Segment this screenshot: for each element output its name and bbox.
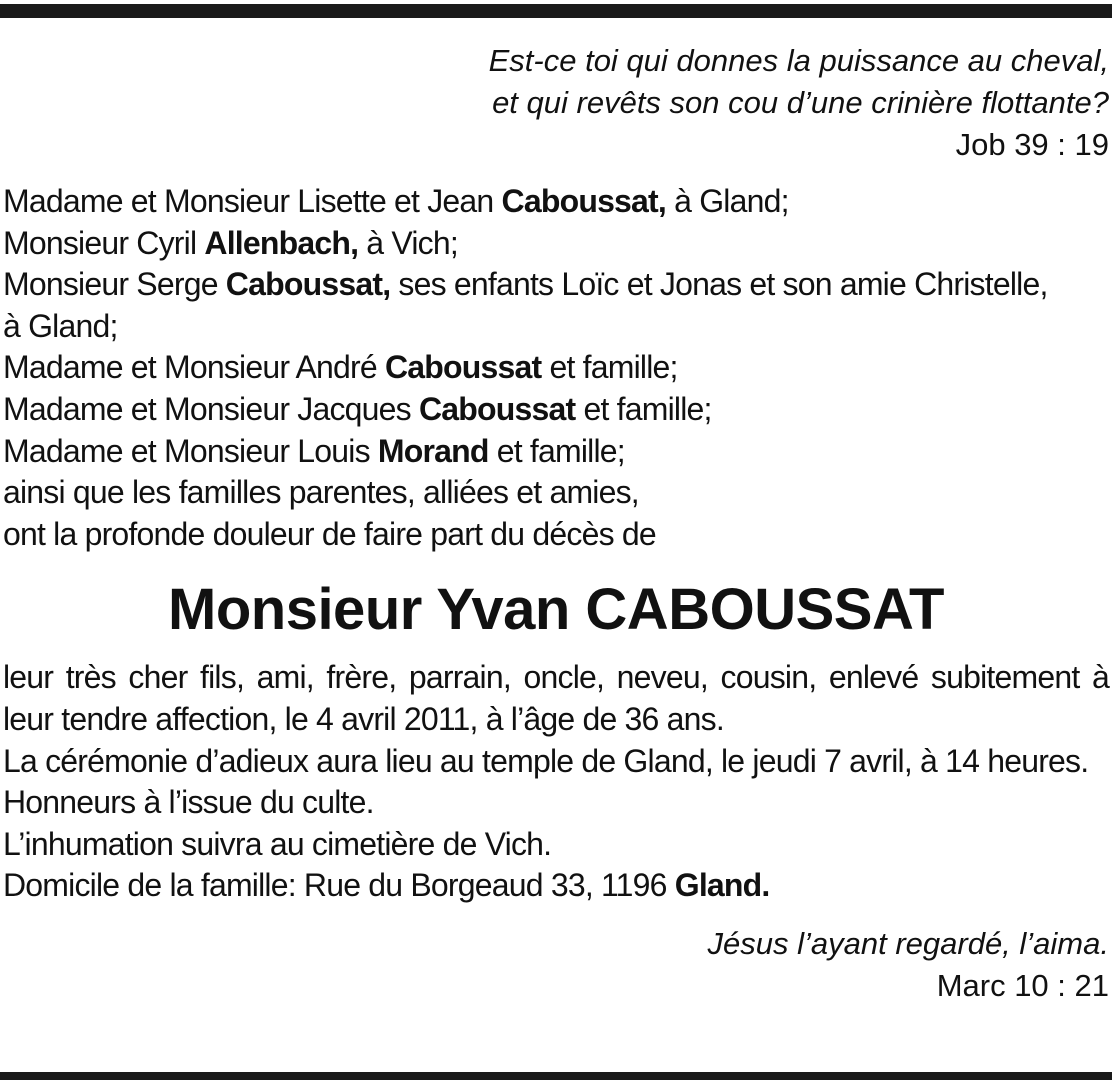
- family-text: Madame et Monsieur André: [3, 349, 385, 386]
- address-text: Domicile de la famille: Rue du Borgeaud 33, 1196: [3, 867, 675, 904]
- announcement-paragraph: leur très cher fils, ami, frère, parrain, oncle, neveu, cousin, enlevé subitement à leur tendre affection, le 4 avril 2011, à l’âge de 36 ans.: [3, 659, 1109, 737]
- deceased-name-heading: Monsieur Yvan CABOUSSAT: [168, 577, 944, 643]
- family-line: [3, 389, 1109, 431]
- family-surname: Caboussat: [385, 349, 542, 386]
- family-line: [3, 264, 1109, 306]
- family-text: Madame et Monsieur Jacques: [3, 390, 419, 427]
- quote-line-2: et qui revêts son cou d’une crinière flottante?: [492, 85, 1109, 120]
- family-text: ses enfants Loïc et Jonas et son amie Christelle,: [390, 266, 1048, 303]
- family-text: à Gland;: [3, 307, 118, 344]
- family-text: Madame et Monsieur Lisette et Jean: [3, 183, 502, 219]
- closing-quote-reference: Marc 10 : 21: [936, 967, 1109, 1003]
- family-line: [3, 306, 1109, 348]
- closing-quote-line: Jésus l’ayant regardé, l’aima.: [707, 925, 1109, 961]
- family-surname: Allenbach,: [204, 224, 359, 261]
- quote-line-1: Est-ce toi qui donnes la puissance au cheval,: [488, 43, 1109, 78]
- family-text: à Gland;: [666, 183, 789, 219]
- burial-paragraph: L’inhumation suivra au cimetière de Vich.: [3, 825, 552, 862]
- family-text: et famille;: [575, 390, 712, 427]
- quote-reference: Job 39 : 19: [955, 127, 1109, 162]
- family-text: à Vich;: [358, 224, 458, 261]
- address-town: Gland.: [674, 867, 770, 904]
- top-border-rule: [0, 4, 1112, 18]
- family-text: Monsieur Cyril: [3, 224, 205, 261]
- family-surname: Morand: [377, 432, 489, 469]
- family-text: et famille;: [541, 349, 678, 386]
- family-line: [3, 223, 1109, 265]
- family-surname: Caboussat,: [501, 183, 667, 219]
- family-surname: Caboussat,: [225, 266, 391, 303]
- family-list: [3, 181, 1109, 555]
- family-text: ainsi que les familles parentes, alliées et amies,: [3, 474, 639, 511]
- family-line: [3, 472, 1109, 514]
- family-text: Monsieur Serge: [3, 266, 226, 303]
- announcement-body: [3, 657, 1109, 907]
- family-address: [3, 865, 1109, 907]
- family-line: [3, 514, 1109, 556]
- family-line: [3, 347, 1109, 389]
- family-text: et famille;: [488, 432, 625, 469]
- honours-paragraph: Honneurs à l’issue du culte.: [3, 784, 374, 821]
- opening-scripture-quote: [3, 40, 1109, 166]
- obituary-notice: [3, 40, 1109, 1007]
- family-text: ont la profonde douleur de faire part du décès de: [3, 515, 656, 552]
- ceremony-paragraph: La cérémonie d’adieux aura lieu au temple de Gland, le jeudi 7 avril, à 14 heures.: [3, 742, 1089, 779]
- family-surname: Caboussat: [418, 390, 576, 427]
- family-text: Madame et Monsieur Louis: [3, 432, 378, 469]
- closing-scripture-quote: [3, 923, 1109, 1007]
- family-line: [3, 181, 1109, 223]
- family-line: [3, 431, 1109, 473]
